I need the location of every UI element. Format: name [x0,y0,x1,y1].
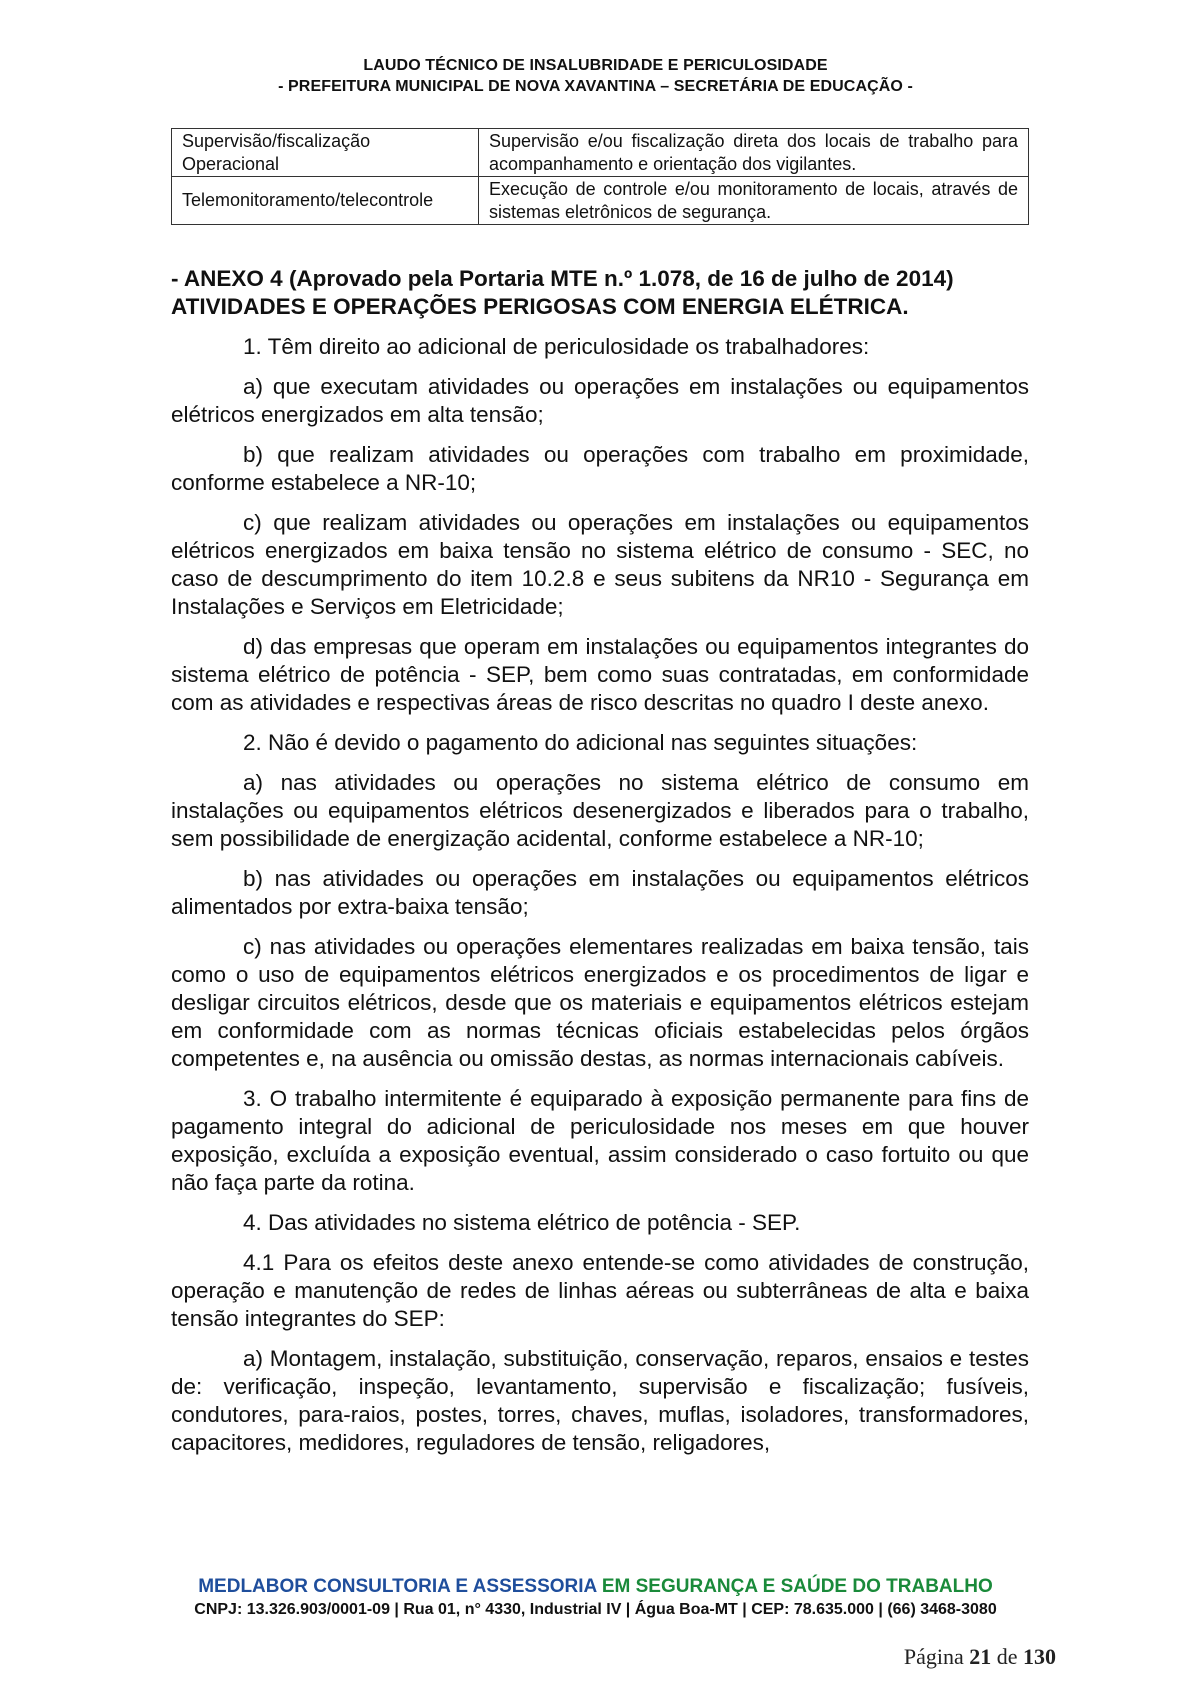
table-cell-description: Execução de controle e/ou monitoramento de locais, através de sistemas eletrônicos de segurança. [479,177,1029,225]
annex-title-line2: ATIVIDADES E OPERAÇÕES PERIGOSAS COM ENERGIA ELÉTRICA. [171,294,909,319]
paragraph: c) que realizam atividades ou operações em instalações ou equipamentos elétricos energizados em baixa tensão no sistema elétrico de consumo - SEC, no caso de descumprimento do item 10.2.8 e seus subitens da NR10 - Segurança em Instalações e Serviços em Eletricidade; [171,510,1029,619]
table-row [172,177,1029,225]
paragraph: 4.1 Para os efeitos deste anexo entende-se como atividades de construção, operação e manutenção de redes de linhas aéreas ou subterrâneas de alta e baixa tensão integrantes do SEP: [171,1250,1029,1331]
table-row [172,129,1029,177]
paragraph: b) que realizam atividades ou operações com trabalho em proximidade, conforme estabelece a NR-10; [171,442,1029,495]
paragraph: 2. Não é devido o pagamento do adicional nas seguintes situações: [243,730,918,755]
paragraph: 1. Têm direito ao adicional de periculosidade os trabalhadores: [243,334,870,359]
activities-table [171,128,1029,225]
paragraph: d) das empresas que operam em instalações ou equipamentos integrantes do sistema elétrico de potência - SEP, bem como suas contratadas, em conformidade com as atividades e respectivas áreas de risco descritas no quadro I deste anexo. [171,634,1029,715]
table-cell-activity: Supervisão/fiscalização Operacional [172,129,479,177]
paragraph: c) nas atividades ou operações elementares realizadas em baixa tensão, tais como o uso de equipamentos elétricos energizados e os procedimentos de ligar e desligar circuitos elétricos, desde que os materiais e equipamentos elétricos estejam em conformidade com as normas técnicas oficiais estabelecidas pelos órgãos competentes e, na ausência ou omissão destas, as normas internacionais cabíveis. [171,934,1029,1071]
annex-body [171,265,1029,1469]
page-total: 130 [1023,1644,1056,1669]
paragraph: b) nas atividades ou operações em instalações ou equipamentos elétricos alimentados por extra-baixa tensão; [171,866,1029,919]
footer-company-tagline: EM SEGURANÇA E SAÚDE DO TRABALHO [601,1576,993,1597]
report-header-title: LAUDO TÉCNICO DE INSALUBRIDADE E PERICULOSIDADE [363,57,828,74]
page-current: 21 [969,1644,992,1669]
page-word: Página [903,1644,964,1669]
annex-title-line1: - ANEXO 4 (Aprovado pela Portaria MTE n.º 1.078, de 16 de julho de 2014) [171,266,954,291]
footer-company [0,1576,1191,1598]
paragraph: a) nas atividades ou operações no sistema elétrico de consumo em instalações ou equipamentos elétricos desenergizados e liberados para o trabalho, sem possibilidade de energização acidental, conforme estabelece a NR-10; [171,770,1029,851]
annex-title [171,265,1029,321]
paragraph: a) que executam atividades ou operações em instalações ou equipamentos elétricos energizados em alta tensão; [171,374,1029,427]
report-header-subtitle: - PREFEITURA MUNICIPAL DE NOVA XAVANTINA – SECRETÁRIA DE EDUCAÇÃO - [278,78,913,95]
table-cell-description: Supervisão e/ou fiscalização direta dos locais de trabalho para acompanhamento e orientação dos vigilantes. [479,129,1029,177]
paragraph: 3. O trabalho intermitente é equiparado à exposição permanente para fins de pagamento integral do adicional de periculosidade nos meses em que houver exposição, excluída a exposição eventual, assim considerado o caso fortuito ou que não faça parte da rotina. [171,1086,1029,1195]
table-cell-activity: Telemonitoramento/telecontrole [172,177,479,225]
footer-address: CNPJ: 13.326.903/0001-09 | Rua 01, n° 4330, Industrial IV | Água Boa-MT | CEP: 78.635.000 | (66) 3468-3080 [194,1601,997,1618]
page-of: de [996,1644,1018,1669]
paragraph: a) Montagem, instalação, substituição, conservação, reparos, ensaios e testes de: verificação, inspeção, levantamento, supervisão e fiscalização; fusíveis, condutores, para-raios, postes, torres, chaves, muflas, isoladores, transformadores, capacitores, medidores, reguladores de tensão, religadores, [171,1346,1029,1455]
paragraph: 4. Das atividades no sistema elétrico de potência - SEP. [243,1210,801,1235]
page-number [904,1644,1056,1670]
footer-company-name: MEDLABOR CONSULTORIA E ASSESSORIA [198,1576,597,1597]
